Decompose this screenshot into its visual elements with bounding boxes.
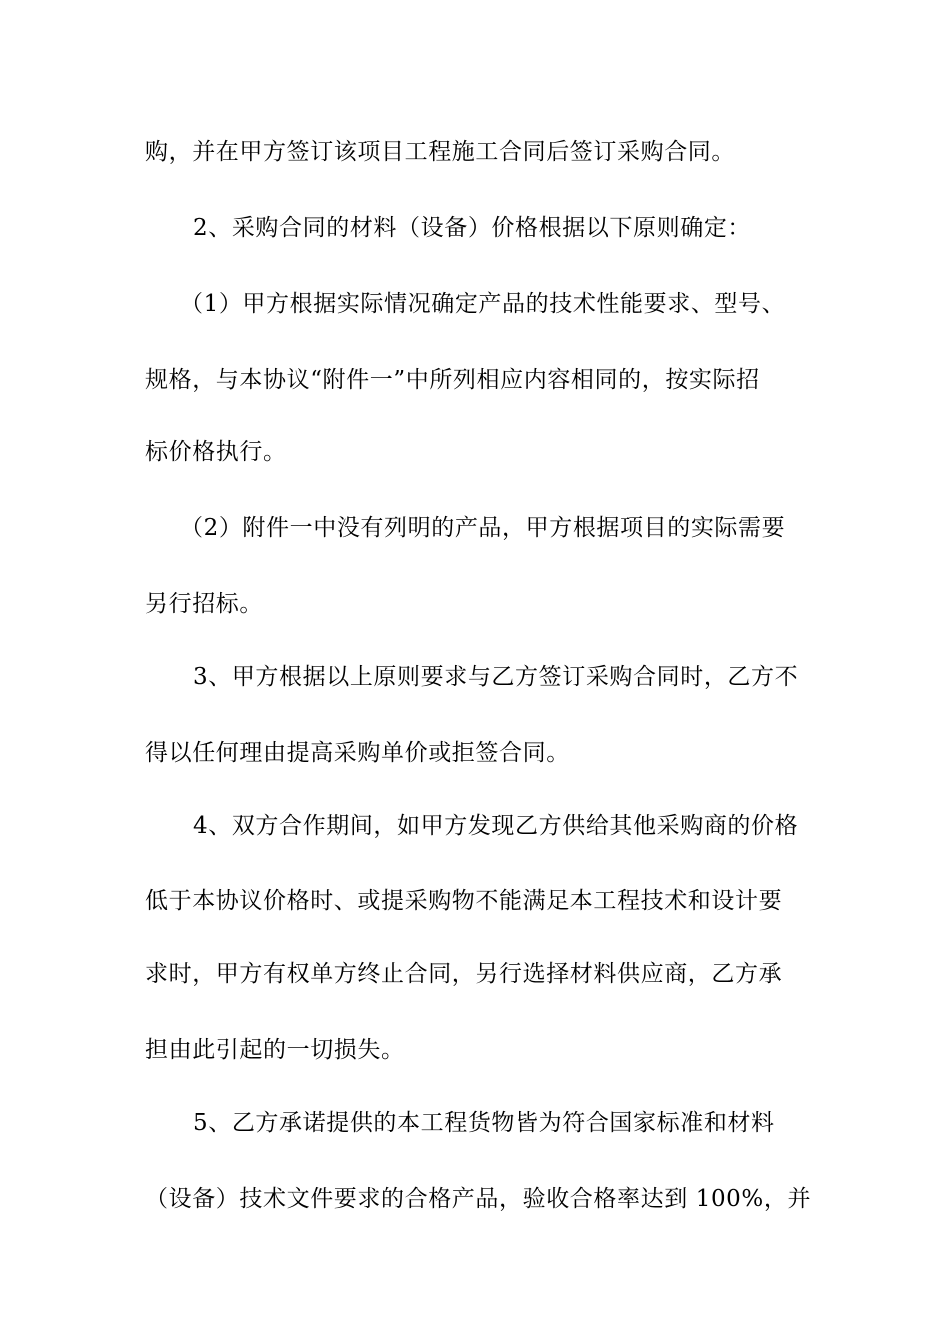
text-line: 购，并在甲方签订该项目工程施工合同后签订采购合同。	[145, 139, 735, 165]
text-line: 规格，与本协议“附件一”中所列相应内容相同的，按实际招	[145, 367, 760, 393]
text-line: 5、乙方承诺提供的本工程货物皆为符合国家标准和材料	[193, 1110, 775, 1136]
text-line: （2）附件一中没有列明的产品，甲方根据项目的实际需要	[180, 515, 786, 541]
text-line: 低于本协议价格时、或提采购物不能满足本工程技术和设计要	[145, 888, 783, 914]
text-line: （1）甲方根据实际情况确定产品的技术性能要求、型号、	[180, 291, 786, 317]
text-line: 得以任何理由提高采购单价或拒签合同。	[145, 740, 570, 766]
text-line: （设备）技术文件要求的合格产品，验收合格率达到 100%，并	[145, 1186, 812, 1212]
text-line: 3、甲方根据以上原则要求与乙方签订采购合同时，乙方不	[193, 664, 799, 690]
text-line: 2、采购合同的材料（设备）价格根据以下原则确定：	[193, 215, 752, 241]
text-line: 标价格执行。	[145, 439, 287, 465]
text-line: 另行招标。	[145, 591, 263, 617]
text-line: 担由此引起的一切损失。	[145, 1037, 405, 1063]
text-line: 求时，甲方有权单方终止合同，另行选择材料供应商，乙方承	[145, 961, 783, 987]
text-line: 4、双方合作期间，如甲方发现乙方供给其他采购商的价格	[193, 813, 799, 839]
